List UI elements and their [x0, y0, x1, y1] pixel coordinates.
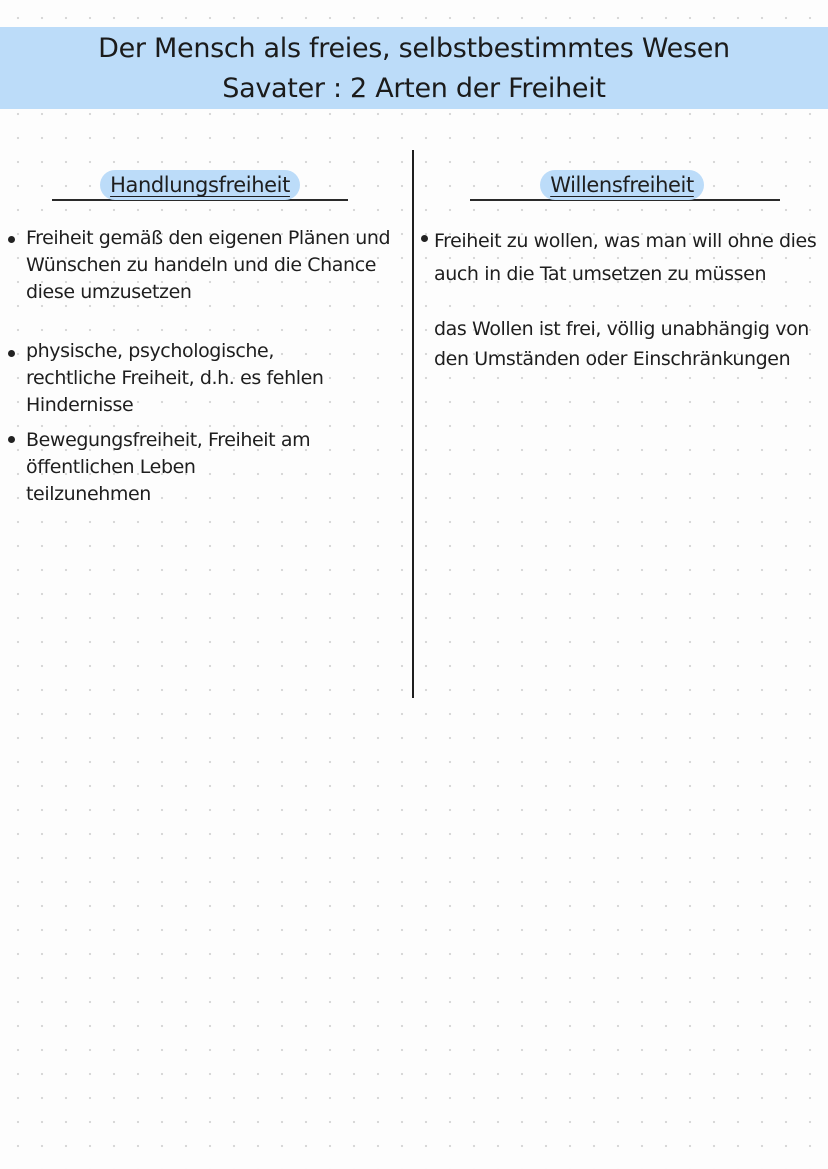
page-subtitle: Savater : 2 Arten der Freiheit [222, 73, 606, 104]
bullet-icon [8, 236, 15, 243]
left-bullet-1: Freiheit gemäß den eigenen Plänen und Wünschen zu handeln und die Chance diese umzusetzen [26, 227, 391, 303]
left-bullet-2: physische, psychologische, rechtliche Freiheit, d.h. es fehlen Hindernisse [26, 340, 324, 416]
bullet-icon [8, 350, 15, 357]
right-bullet-1: Freiheit zu wollen, was man will ohne dies auch in die Tat umsetzen zu müssen [434, 230, 817, 285]
page-title: Der Mensch als freies, selbstbestimmtes Wesen [98, 33, 730, 64]
bullet-icon [8, 436, 15, 443]
left-bullet-3: Bewegungsfreiheit, Freiheit am öffentlichen Leben teilzunehmen [26, 429, 311, 505]
right-heading: Willensfreiheit [540, 170, 704, 200]
right-paragraph: das Wollen ist frei, völlig unabhängig von den Umständen oder Einschränkungen [434, 318, 809, 370]
title-banner [0, 27, 828, 109]
column-divider [412, 150, 414, 698]
left-heading: Handlungsfreiheit [100, 170, 300, 200]
bullet-icon [421, 235, 428, 242]
